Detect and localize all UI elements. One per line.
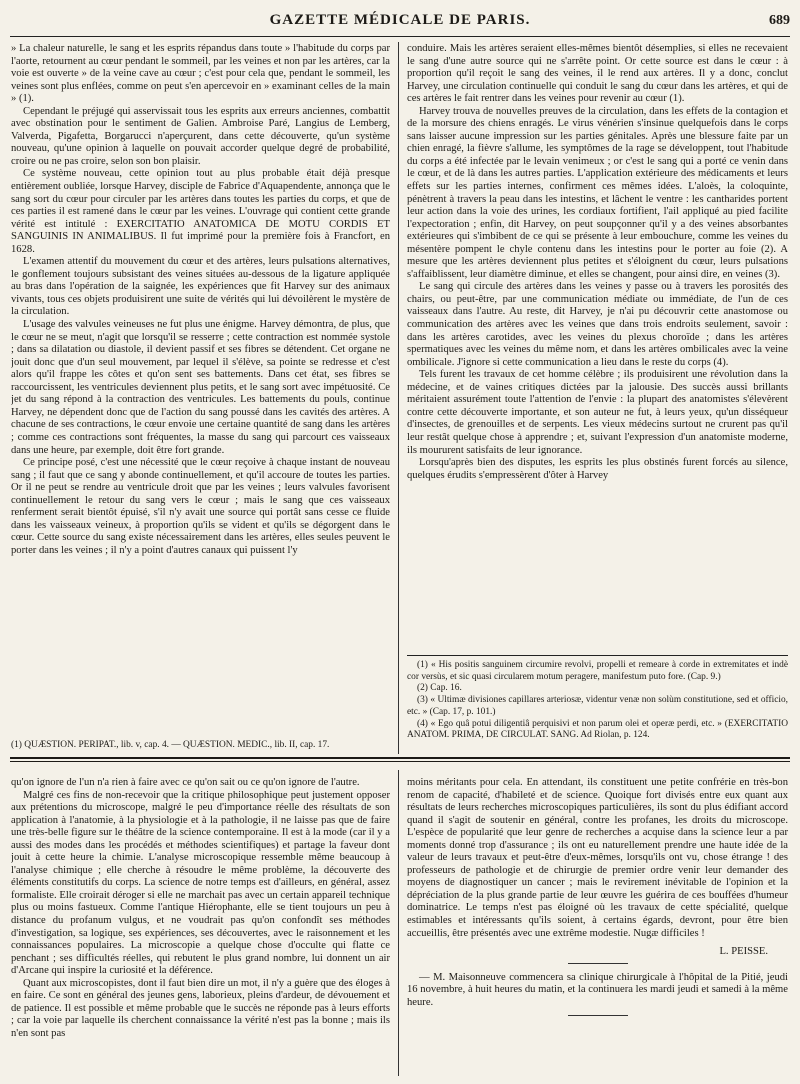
footnote: (3) « Ultimæ divisiones capillares arteriosæ, videntur venæ non solùm constitutione, sed et officio, etc. » (Cap. 17, p. 101.) (407, 695, 788, 717)
author-signature: L. PEISSE. (719, 946, 768, 958)
top-right-column (407, 43, 788, 653)
paragraph: conduire. Mais les artères seraient elles-mêmes bientôt désemplies, si elles ne recevaient le sang d'une autre source qui ne s'arrête point. Or cette source est dans le cœur : à proportion qu'il reçoit le sang des veines, il le rend aux artères. Il y a donc, conclut Harvey, une circulation continuelle qui conduit le sang du cœur dans les artères, et qui de ces artères le fait rentrer dans les veines pour revenir au cœur (1). (407, 43, 788, 105)
section-divider (10, 757, 790, 759)
journal-title: GAZETTE MÉDICALE DE PARIS. (269, 12, 531, 28)
short-divider (568, 1015, 628, 1016)
bottom-left-column (11, 777, 390, 1079)
paragraph: L'examen attentif du mouvement du cœur et des artères, leurs pulsations alternatives, le gonflement toujours subsistant des veines situées au-dessous de la ligature appliquée au bras dans l'opération de la saignée, les expériences que fit Harvey sur des animaux vivants, tous ces objets produisirent une suite de vérités qui lui dévoilèrent le mystère de la circulation. (11, 256, 390, 318)
paragraph: Quant aux microscopistes, dont il faut bien dire un mot, il n'y a guère que des éloges à en faire. Ce sont en général des jeunes gens, laborieux, pleins d'ardeur, de dévouement et de patience. Il est possible et même probable que le succès ne réponde pas à leurs efforts ; car la voie par laquelle ils cherchent connaissance la vérité n'est pas la bonne ; mais ils n'en sont pas (11, 977, 390, 1039)
footnote-rule (407, 655, 788, 656)
paragraph: Ce système nouveau, cette opinion tout au plus probable était déjà presque entièrement oubliée, lorsque Harvey, disciple de Fabrice d'Aquapendente, annonça que le sang sort du cœur pour circuler par les artères dans toutes les parties du corps, et que de ces parties il est ramené dans le cœur par les veines. L'ouvrage qui contient cette grande vérité est intitulé : EXERCITATIO ANATOMICA DE MOTU CORDIS ET SANGUINIS IN ANIMALIBUS. Il fut imprimé pour la première fois à Francfort, en 1628. (11, 168, 390, 255)
paragraph: Tels furent les travaux de cet homme célèbre ; ils produisirent une révolution dans la médecine, et de vaines critiques dictées par la jalousie. Des succès aussi brillants méritaient assurément toute l'attention de l'envie : la plupart des anatomistes s'élevèrent contre cette découverte importante, et son auteur ne fut, à leurs yeux, qu'un disséqueur d'insectes, de grenouilles et de serpents. Les vieux médecins surtout ne crurent pas qu'il leur restât quelque chose à apprendre ; et, suivant l'expression d'un anatomiste moderne, ils moururent satisfaits de leur ignorance. (407, 369, 788, 456)
footnote: (2) Cap. 16. (417, 683, 462, 694)
page-number: 689 (769, 13, 790, 28)
footnote: (1) « His positis sanguinem circumire revolvi, propelli et remeare à corde in extremitates et indè cor versùs, et sic quasi circularem motum peragere, manifestum puto fore. (Cap. 9.) (407, 660, 788, 682)
column-divider-top (398, 42, 399, 754)
paragraph: moins méritants pour cela. En attendant, ils constituent une petite confrérie en très-bon renom de capacité, d'habileté et de science. Quoique fort divisés entre eux quant aux résultats de leurs recherches microscopiques particulières, ils sont du plus édifiant accord quand il s'agit de soutenir en général, contre les profanes, les droits du microscope. L'espèce de popularité que leur genre de recherches a acquise dans la science leur a par moments donné trop d'assurance ; ils ont eu naturellement prendre une haute idée de la valeur de leurs travaux et peut-être d'eux-mêmes, lorsqu'ils ont vu, chose étrange ! des professeurs de pathologie et de chirurgie de premier ordre venir leur demander des moyens de diagnostiquer un cancer ; mais le revirement inévitable de l'opinion et la dépréciation de la plus grande partie de leur œuvre les guérira de ces bouffées d'humeur dominatrice. Le temps n'est pas éloigné où les travaux de cette spécialité, quelque estimables et intéressants qu'ils soient, à certains égards, devront, pour être bien accueillis, être présentés avec une extrême modestie. Nugæ difficiles ! (407, 777, 788, 939)
paragraph: Harvey trouva de nouvelles preuves de la circulation, dans les effets de la contagion et de la morsure des chiens enragés. Le virus vénérien s'insinue quelquefois dans le corps sans laisser aucune impression sur les parties génitales. Après une blessure faite par un chien enragé, la fièvre s'allume, les symptômes de la rage se développent, tout l'habitude du corps a été infectée par le levain venimeux ; or c'est le sang qui a porté ce venin dans le cœur, et de là dans les autres parties. L'application extérieure des médicaments et leurs effets sur les parties internes, confirment ces mêmes idées. L'aloès, la coloquinte, pénètrent à travers la peau dans les intestins, et lâchent le ventre : les cantharides portent leur action dans la voie des urines, les cordiaux fortifient, l'ail appliqué au pied facilite l'expectoration ; enfin, dit Harvey, on peut soupçonner qu'il y a des veines absorbantes extérieures qui s'imbibent de ce qui se présente à leur embouchure, comme les veines du mésentère pompent le chyle contenu dans les intestins pour le porter au foie (2). A mesure que les artères deviennent plus petites et s'éloignent du cœur, leurs pulsations s'affaiblissent, leur diamètre diminue, et elles se changent, pour ainsi dire, en veines (3). (407, 105, 788, 280)
paragraph: Ce principe posé, c'est une nécessité que le cœur reçoive à chaque instant de nouveau sang ; il faut que ce sang y abonde continuellement, et qu'il accoure de toutes les parties. Or il ne peut se rendre au ventricule droit que par les veines ; leurs valvules favorisent continuellement le retour du sang vers le cœur ; mais le sang que ces vaisseaux renferment serait bientôt épuisé, s'il n'y avait une source qui portât sans cesse ce fluide dans les vaisseaux veineux, à proportion qu'ils se vident et qu'ils se dégorgent dans le cœur. Cette source du sang existe nécessairement dans les artères, elles seules peuvent le porter dans les veines ; il n'y a point d'autres canaux qui puissent l'y (11, 457, 390, 556)
column-divider-bottom (398, 770, 399, 1076)
paragraph: Cependant le préjugé qui asservissait tous les esprits aux erreurs anciennes, combattit avec obstination pour le sentiment de Galien. Ambroise Paré, Langius de Lemberg, Valverda, Pigafetta, Borgarucci n'aperçurent, dans cette découverte, qu'un système nouveau, qu'une opinion à laquelle on pouvait accorder quelque degré de probabilité, croire ou ne pas croire, selon son bon plaisir. (11, 105, 390, 167)
footnote: (4) « Ego quâ potui diligentiâ perquisivi et non parum olei et operæ perdi, etc. » (EXERCITATIO ANATOM. PRIMA, DE CIRCULAT. SANG. Ad Riolan, p. 124. (407, 718, 788, 741)
bottom-right-column (407, 777, 788, 1079)
paragraph: Le sang qui circule des artères dans les veines y passe ou à travers les porosités des chairs, ou peut-être, par une communication médiate ou immédiate, de l'un de ces vaisseaux dans l'autre. Au reste, dit Harvey, je n'ai pu découvrir cette anastomose ou communication des artères avec les veines que dans trois endroits seulement, savoir : dans les artères carotides, avec les veines du plexus choroïde ; dans les artères spermatiques avec les veines du même nom, et dans les artères ombilicales avec la veine ombilicale. J'ignore si cette communication a lieu dans le reste du corps (4). (407, 281, 788, 368)
paragraph: » La chaleur naturelle, le sang et les esprits répandus dans toute » l'habitude du corps par l'aorte, retournent au cœur pendant le sommeil, par les veines et non par les artères, car la voie est ouverte » de la veine cave au cœur ; c'est pour cela que, pendant le sommeil, les veines sont plus enflées, comme on peut s'en apercevoir en » examinant celles de la main » (1). (11, 43, 390, 105)
paragraph: L'usage des valvules veineuses ne fut plus une énigme. Harvey démontra, de plus, que le cœur ne se meut, n'agit que lorsqu'il se resserre ; cette contraction est nommée systole ; dans sa dilatation ou diastole, il devient passif et ses fibres se détendent. Cet organe ne jouit donc que d'un seul mouvement, par lequel il s'élève, sa pointe se redresse et c'est alors qu'il frappe les côtes et qu'on sent ses battements. Dans cet état, ses fibres se raccourcissent, les ventricules deviennent plus petits, et le sang sort avec impétuosité. Ce jet du sang répond à la contraction des ventricules. Les battements du pouls, continue Harvey, ne dépendent donc que de l'action du sang poussé dans les cavités des artères. A chacune de ses contractions, le cœur envoie une certaine quantité de sang dans les artères ; comme ces contractions sont fréquentes, la masse du sang qui parcourt ces vaisseaux dans une heure, par exemple, doit être fort grande. (11, 319, 390, 456)
section-divider-thin (10, 761, 790, 762)
footnotes-right (407, 660, 788, 754)
paragraph: qu'on ignore de l'un n'a rien à faire avec ce qu'on sait ou ce qu'on ignore de l'autre. (11, 777, 360, 788)
short-divider (568, 963, 628, 964)
top-left-column (11, 43, 390, 725)
page-header (10, 12, 790, 37)
footnote-left: (1) QUÆSTION. PERIPAT., lib. v, cap. 4. — QUÆSTION. MEDIC., lib. II, cap. 17. (11, 740, 330, 750)
notice: — M. Maisonneuve commencera sa clinique chirurgicale à l'hôpital de la Pitié, jeudi 16 novembre, à huit heures du matin, et la continuera les mardi jeudi et samedi à la même heure. (407, 971, 788, 1008)
paragraph: Malgré ces fins de non-recevoir que la critique philosophique peut justement opposer aux prétentions du microscope, malgré le peu d'importance réelle des résultats de son application à l'anatomie, à la physiologie et à la pathologie, il ne laisse pas que de faire une très-belle figure sur le théâtre de la science contemporaine. Il est à la mode (car il y a aussi des modes dans les procédés et méthodes scientifiques) et partage la faveur dont jouit à cette heure la chimie. L'analyse microscopique ressemble même beaucoup à l'analyse chimique ; elle cherche à résoudre le même problème, la découverte des éléments constitutifs du corps. La science de notre temps est d'ailleurs, en général, assez formaliste. Elle croirait déroger si elle ne marchait pas avec un certain appareil technique plus ou moins fastueux. Comme l'antique Hiérophante, elle se tient toujours un peu à distance du profanum vulgus, et ne voudrait pas qu'on confondît ses méthodes d'investigation, sa logique, ses expériences, ses découvertes, avec le raisonnement et les connaissances populaires. La microscopie a quelque chose d'occulte qui flatte ce penchant ; ses difficultés réelles, qui rebutent le plus grand nombre, lui donnent un air d'Arcane qui inspire la curiosité et la déférence. (11, 789, 390, 977)
paragraph: Lorsqu'après bien des disputes, les esprits les plus obstinés furent forcés au silence, quelques érudits s'empressèrent d'ôter à Harvey (407, 457, 788, 481)
